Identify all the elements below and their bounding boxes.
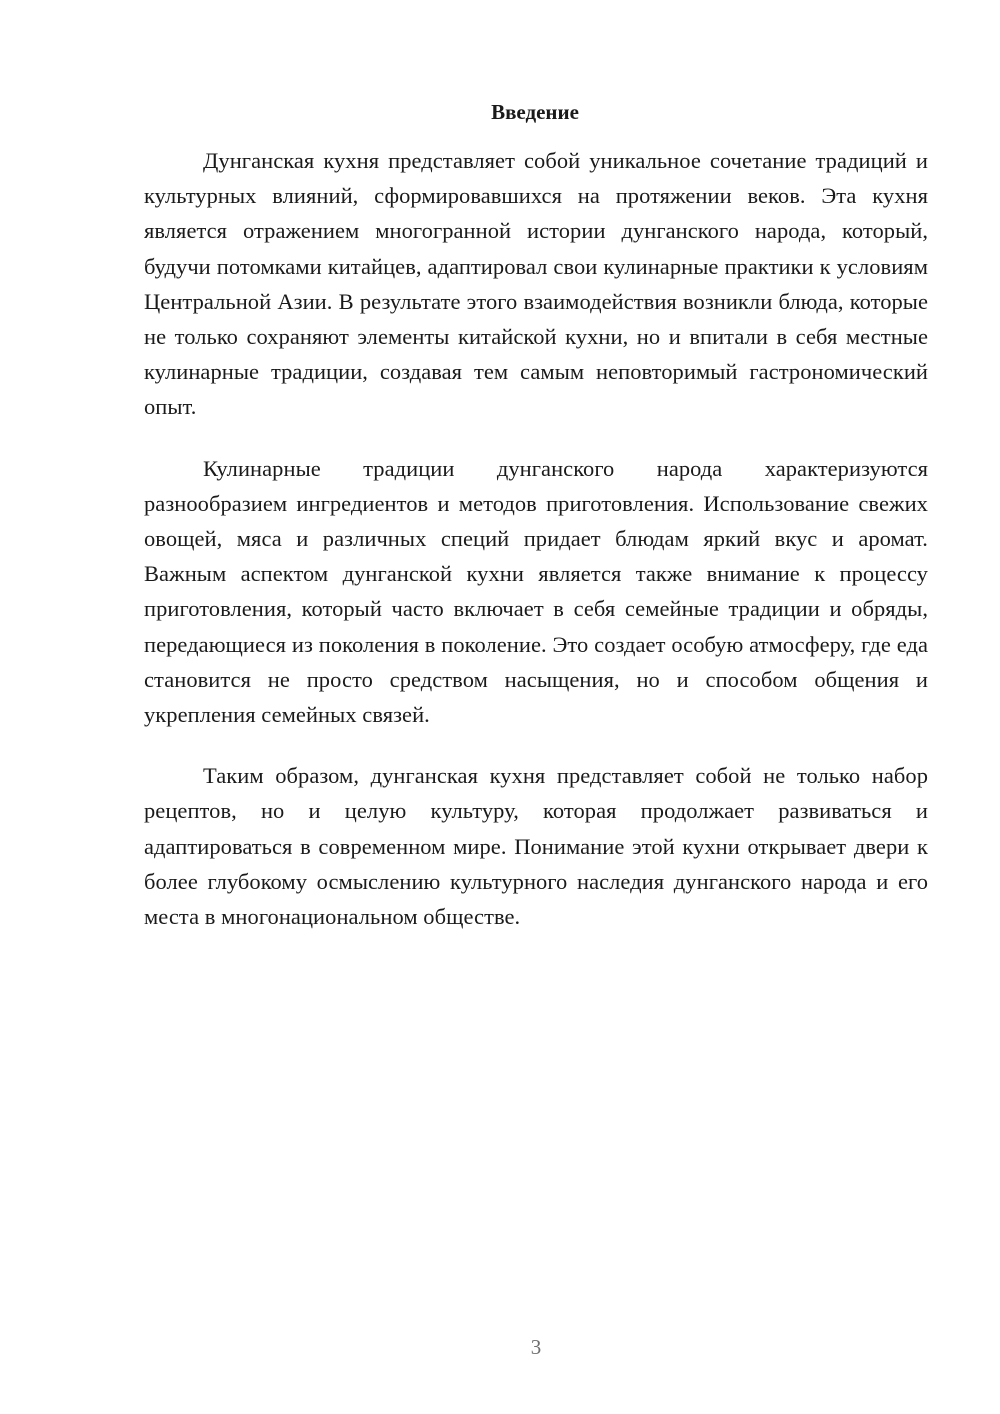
- paragraph-1: Дунганская кухня представляет собой уникальное сочетание традиций и культурных влияний, сформировавшихся на протяжении веков. Эта кухня является отражением многогранной истории дунганского народа, который, будучи потомками китайцев, адаптировал свои кулинарные практики к условиям Центральной Азии. В результате этого взаимодействия возникли блюда, которые не только сохраняют элементы китайской кухни, но и впитали в себя местные кулинарные традиции, создавая тем самым неповторимый гастрономический опыт.: [144, 148, 928, 420]
- paragraph-2: Кулинарные традиции дунганского народа характеризуются разнообразием ингредиентов и методов приготовления. Использование свежих овощей, мяса и различных специй придает блюдам яркий вкус и аромат. Важным аспектом дунганской кухни является также внимание к процессу приготовления, который часто включает в себя семейные традиции и обряды, передающиеся из поколения в поколение. Это создает особую атмосферу, где еда становится не просто средством насыщения, но и способом общения и укрепления семейных связей.: [144, 455, 928, 728]
- page-number: 3: [530, 1335, 542, 1359]
- section-title: Введение: [491, 100, 579, 124]
- paragraph-3: Таким образом, дунганская кухня представляет собой не только набор рецептов, но и целую культуру, которая продолжает развиваться и адаптироваться в современном мире. Понимание этой кухни открывает двери к более глубокому осмыслению культурного наследия дунганского народа и его места в многонациональном обществе.: [144, 763, 928, 930]
- body-text: [144, 143, 928, 960]
